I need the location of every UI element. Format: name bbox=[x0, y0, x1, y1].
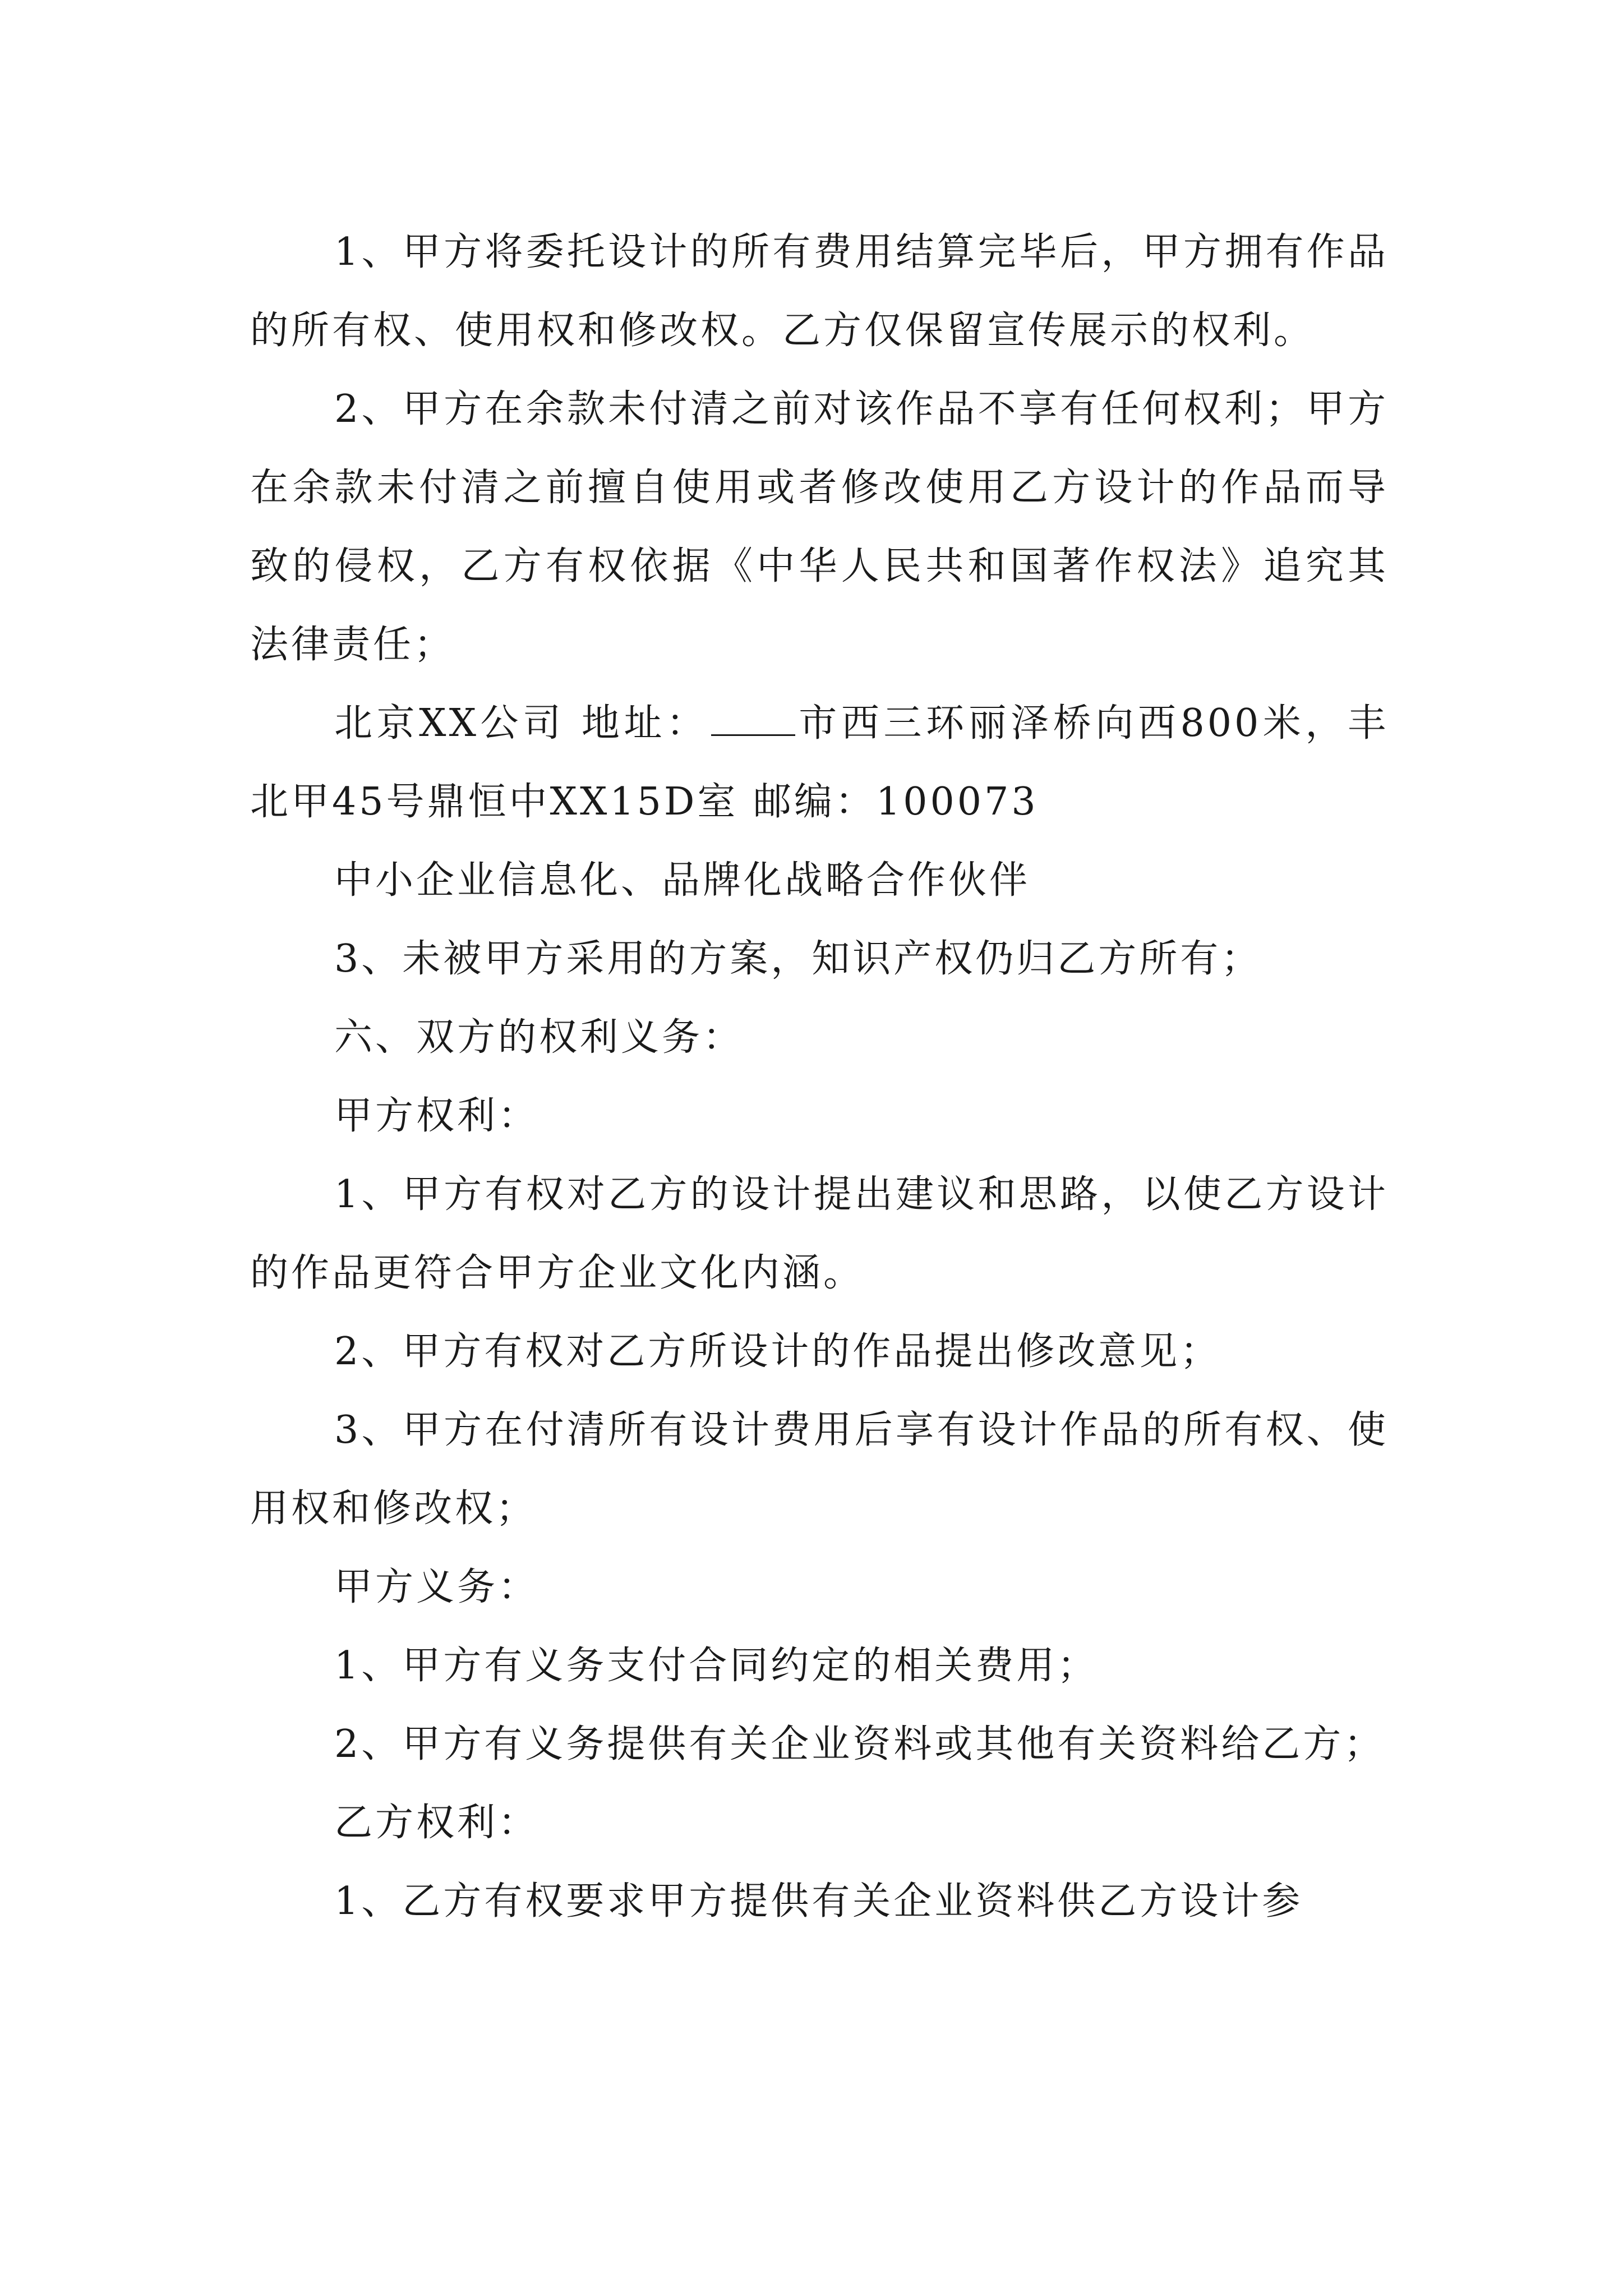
party-b-right-1: 1、乙方有权要求甲方提供有关企业资料供乙方设计参 bbox=[334, 1879, 1303, 1924]
party-a-right-3: 3、甲方在付清所有设计费用后享有设计作品的所有权、使用权和修改权； bbox=[250, 1408, 1389, 1531]
section-heading-rights-obligations: 六、双方的权利义务： bbox=[334, 1015, 744, 1060]
paragraph-ownership-clause-3: 3、未被甲方采用的方案，知识产权仍归乙方所有； bbox=[334, 937, 1262, 981]
party-a-right-2: 2、甲方有权对乙方所设计的作品提出修改意见； bbox=[334, 1329, 1221, 1374]
company-slogan: 中小企业信息化、品牌化战略合作伙伴 bbox=[334, 858, 1031, 903]
address-blank-field bbox=[711, 701, 795, 736]
subheading-party-a-rights: 甲方权利： bbox=[334, 1094, 540, 1138]
party-a-right-1: 1、甲方有权对乙方的设计提出建议和思路，以使乙方设计的作品更符合甲方企业文化内涵。 bbox=[250, 1172, 1389, 1295]
company-address-paragraph bbox=[250, 684, 1389, 841]
party-a-obligation-2: 2、甲方有义务提供有关企业资料或其他有关资料给乙方； bbox=[334, 1722, 1385, 1766]
subheading-party-a-obligations: 甲方义务： bbox=[334, 1565, 540, 1609]
party-a-obligation-1: 1、甲方有义务支付合同约定的相关费用； bbox=[334, 1644, 1099, 1688]
paragraph-ownership-clause-2: 2、甲方在余款未付清之前对该作品不享有任何权利；甲方在余款未付清之前擅自使用或者修改使用乙方设计的作品而导致的侵权，乙方有权依据《中华人民共和国著作权法》追究其法律责任； bbox=[250, 387, 1389, 667]
address-prefix: 北京XX公司 地址： bbox=[334, 701, 709, 746]
document-body bbox=[250, 213, 1389, 1941]
paragraph-ownership-clause-1: 1、甲方将委托设计的所有费用结算完毕后，甲方拥有作品的所有权、使用权和修改权。乙方仅保留宣传展示的权利。 bbox=[250, 230, 1389, 353]
subheading-party-b-rights: 乙方权利： bbox=[334, 1801, 540, 1845]
address-suffix: 市西三环丽泽桥向西800米，丰北甲45号鼎恒中XX15D室 邮编：100073 bbox=[250, 701, 1389, 824]
